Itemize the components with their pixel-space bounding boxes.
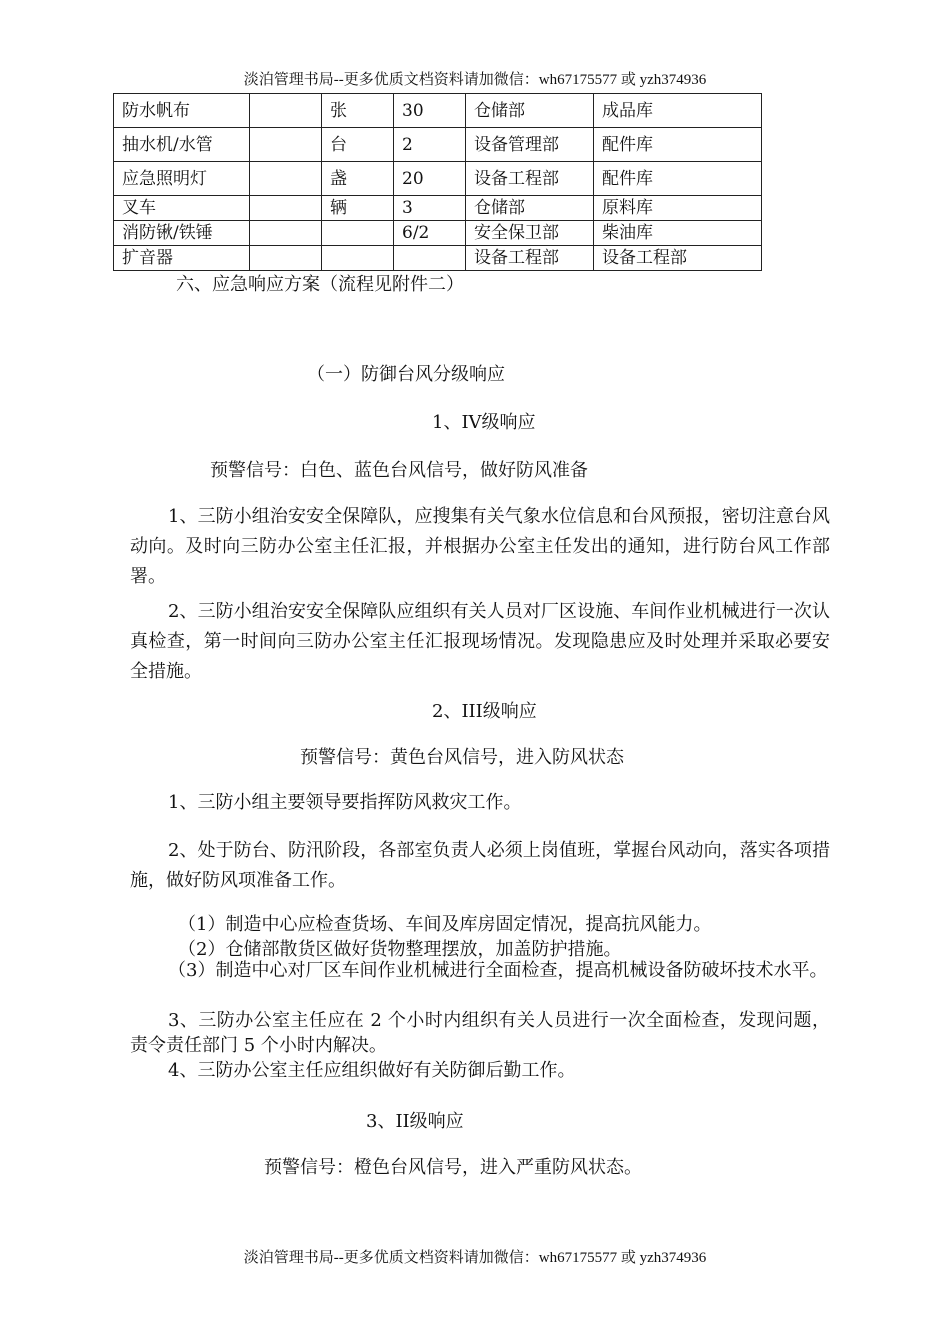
level-3-signal: 预警信号：黄色台风信号，进入防风状态 [300,747,624,768]
section-6-title: 六、应急响应方案（流程见附件二） [176,274,464,295]
table-row [114,94,762,128]
table-cell [250,246,322,271]
table-row [114,196,762,221]
table-cell: 原料库 [594,196,762,221]
table-cell: 配件库 [594,162,762,196]
level-4-signal: 预警信号：白色、蓝色台风信号，做好防风准备 [210,460,588,481]
level-3-paragraph-4: 4、三防办公室主任应组织做好有关防御后勤工作。 [168,1060,576,1081]
level-3-paragraph-1: 1、三防小组主要领导要指挥防风救灾工作。 [168,792,522,813]
table-cell [250,196,322,221]
table-row [114,246,762,271]
table-cell: 成品库 [594,94,762,128]
table-cell [322,221,394,246]
table-cell: 配件库 [594,128,762,162]
table-cell: 应急照明灯 [114,162,250,196]
table-cell: 设备管理部 [466,128,594,162]
level-3-title: 2、III级响应 [432,701,537,722]
table-cell: 仓储部 [466,94,594,128]
table-row [114,128,762,162]
table-cell: 防水帆布 [114,94,250,128]
table-row [114,162,762,196]
table-cell [394,246,466,271]
level-3-paragraph-2: 2、处于防台、防汛阶段，各部室负责人必须上岗值班，掌握台风动向，落实各项措施，做好防风项准备工作。 [130,840,830,891]
level-3-measure-1: （1）制造中心应检查货场、车间及库房固定情况，提高抗风能力。 [178,914,712,935]
table-cell: 辆 [322,196,394,221]
table-cell: 6/2 [394,221,466,246]
level-3-measure-3: （3）制造中心对厂区车间作业机械进行全面检查，提高机械设备防破坏技术水平。 [168,960,828,981]
level-3-measure-2: （2）仓储部散货区做好货物整理摆放，加盖防护措施。 [178,939,622,960]
table-cell: 叉车 [114,196,250,221]
table-cell: 安全保卫部 [466,221,594,246]
table-row [114,221,762,246]
subsection-1-title: （一）防御台风分级响应 [307,364,505,385]
table-cell: 仓储部 [466,196,594,221]
table-cell [322,246,394,271]
level-2-signal: 预警信号：橙色台风信号，进入严重防风状态。 [264,1157,642,1178]
table-cell: 设备工程部 [466,246,594,271]
table-cell: 20 [394,162,466,196]
table-cell: 盏 [322,162,394,196]
table-cell: 设备工程部 [466,162,594,196]
table-cell: 台 [322,128,394,162]
level-3-paragraph-3: 3、三防办公室主任应在 2 个小时内组织有关人员进行一次全面检查，发现问题，责令责任部门 5 个小时内解决。 [130,1010,830,1056]
level-4-paragraph-2: 2、三防小组治安安全保障队应组织有关人员对厂区设施、车间作业机械进行一次认真检查，第一时间向三防办公室主任汇报现场情况。发现隐患应及时处理并采取必要安全措施。 [130,601,830,682]
page-footer: 淡泊管理书局--更多优质文档资料请加微信：wh67175577 或 yzh374936 [243,1250,707,1266]
table-cell [250,221,322,246]
table-cell: 抽水机/水管 [114,128,250,162]
level-4-title: 1、IV级响应 [432,412,536,433]
table-cell: 3 [394,196,466,221]
table-cell [250,94,322,128]
table-cell: 扩音器 [114,246,250,271]
table-cell: 张 [322,94,394,128]
table-cell: 消防锹/铁锤 [114,221,250,246]
table-cell: 柴油库 [594,221,762,246]
page-header: 淡泊管理书局--更多优质文档资料请加微信：wh67175577 或 yzh374936 [243,72,707,88]
level-2-title: 3、II级响应 [366,1111,464,1132]
table-cell: 30 [394,94,466,128]
table-cell [250,162,322,196]
table-cell: 2 [394,128,466,162]
table-cell: 设备工程部 [594,246,762,271]
table-cell [250,128,322,162]
emergency-equipment-table [113,93,762,271]
level-4-paragraph-1: 1、三防小组治安安全保障队，应搜集有关气象水位信息和台风预报，密切注意台风动向。及时向三防办公室主任汇报，并根据办公室主任发出的通知，进行防台风工作部署。 [130,506,830,587]
